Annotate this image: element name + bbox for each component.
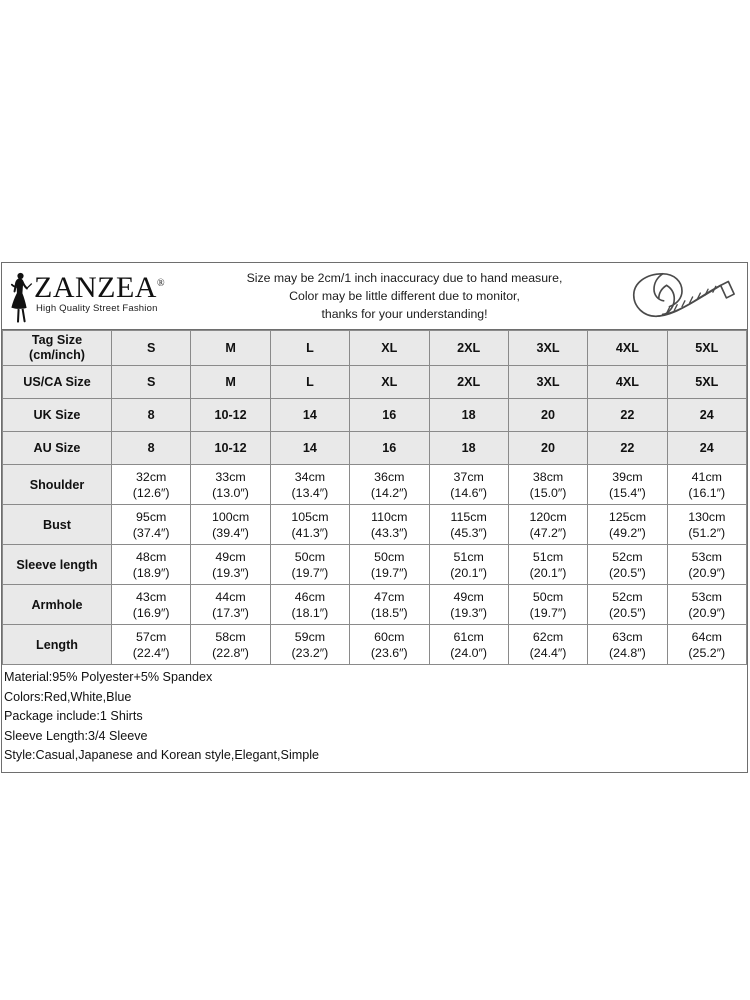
cell-uk-m: 10-12 [191,399,270,432]
value-cm: 49cm [453,589,484,604]
value-cm: 49cm [215,549,246,564]
value-inch: (16.1″) [688,485,726,500]
value-inch: (51.2″) [688,525,726,540]
detail-sleeve-length: Sleeve Length:3/4 Sleeve [4,728,148,743]
cell-armhole-2xl [429,585,508,625]
cell-tag-size-5xl: 5XL [667,331,746,366]
cell-tag-size-l: L [270,331,349,366]
row-label-us-ca-size: US/CA Size [3,366,112,399]
cell-uk-3xl: 20 [508,399,587,432]
value-cm: 32cm [136,469,167,484]
cell-sleeve-length-s [112,545,191,585]
value-cm: 47cm [374,589,405,604]
table-row-tag-size [3,331,747,366]
cell-armhole-3xl [508,585,587,625]
cell-shoulder-xl [350,465,429,505]
table-row-us-ca-size [3,366,747,399]
value-inch: (43.3″) [370,525,408,540]
row-label-uk-size: UK Size [3,399,112,432]
cell-length-3xl [508,625,587,665]
row-label-bust: Bust [3,505,112,545]
cell-tag-size-xl: XL [350,331,429,366]
cell-armhole-xl [350,585,429,625]
value-cm: 95cm [136,509,167,524]
value-inch: (24.8″) [609,645,646,660]
table-row-bust [3,505,747,545]
value-inch: (19.3″) [450,605,488,620]
brand-name: ZANZEA [34,271,157,304]
value-inch: (13.4″) [291,485,329,500]
cell-uk-s: 8 [112,399,191,432]
cell-armhole-s [112,585,191,625]
cell-us-ca-2xl: 2XL [429,366,508,399]
cell-au-m: 10-12 [191,432,270,465]
value-inch: (18.5″) [370,605,408,620]
row-label-line-1: Tag Size [31,333,83,347]
cell-armhole-5xl [667,585,746,625]
registered-trademark-icon: ® [156,278,166,289]
cell-au-2xl: 18 [429,432,508,465]
cell-length-m [191,625,270,665]
chart-header [2,263,747,330]
table-row-sleeve-length [3,545,747,585]
size-table [2,330,747,665]
value-inch: (18.1″) [291,605,329,620]
cell-length-4xl [588,625,667,665]
cell-us-ca-xl: XL [350,366,429,399]
value-inch: (23.2″) [291,645,329,660]
cell-shoulder-l [270,465,349,505]
cell-uk-xl: 16 [350,399,429,432]
product-details [2,665,747,772]
value-cm: 125cm [608,509,647,524]
value-cm: 100cm [211,509,250,524]
value-cm: 46cm [294,589,326,604]
cell-uk-5xl: 24 [667,399,746,432]
value-cm: 59cm [294,629,326,644]
cell-shoulder-4xl [588,465,667,505]
cell-us-ca-4xl: 4XL [588,366,667,399]
value-cm: 62cm [532,629,564,644]
value-inch: (20.5″) [609,565,646,580]
value-cm: 115cm [450,509,487,524]
cell-au-s: 8 [112,432,191,465]
cell-sleeve-length-4xl [588,545,667,585]
value-inch: (17.3″) [212,605,249,620]
value-inch: (24.4″) [529,645,567,660]
cell-tag-size-4xl: 4XL [588,331,667,366]
value-inch: (20.9″) [688,605,726,620]
value-inch: (19.3″) [212,565,249,580]
cell-shoulder-5xl [667,465,746,505]
value-inch: (13.0″) [212,485,249,500]
cell-uk-l: 14 [270,399,349,432]
notice-line-2: Color may be little different due to monitor, [289,289,520,303]
brand-wordmark [34,273,165,302]
value-cm: 52cm [612,549,643,564]
value-cm: 50cm [374,549,405,564]
cell-bust-4xl [588,505,667,545]
value-cm: 39cm [612,469,643,484]
cell-us-ca-l: L [270,366,349,399]
detail-style: Style:Casual,Japanese and Korean style,Elegant,Simple [4,748,320,762]
value-cm: 53cm [691,589,722,604]
cell-bust-xl [350,505,429,545]
table-row-uk-size [3,399,747,432]
cell-armhole-l [270,585,349,625]
row-label-sleeve-length: Sleeve length [3,545,112,585]
size-chart-block [1,262,748,773]
cell-au-xl: 16 [350,432,429,465]
value-inch: (16.9″) [132,605,170,620]
brand-logo [2,269,192,323]
value-inch: (20.1″) [529,565,567,580]
cell-length-xl [350,625,429,665]
cell-au-5xl: 24 [667,432,746,465]
cell-tag-size-s: S [112,331,191,366]
cell-bust-s [112,505,191,545]
value-inch: (41.3″) [291,525,329,540]
value-cm: 50cm [532,589,564,604]
value-inch: (45.3″) [450,525,488,540]
value-cm: 34cm [294,469,326,484]
table-row-au-size [3,432,747,465]
value-inch: (37.4″) [132,525,170,540]
row-label-line-2: (cm/inch) [29,348,85,362]
value-cm: 53cm [691,549,722,564]
notice-line-1: Size may be 2cm/1 inch inaccuracy due to hand measure, [246,271,563,285]
value-inch: (22.4″) [132,645,170,660]
cell-bust-5xl [667,505,746,545]
cell-tag-size-m: M [191,331,270,366]
value-cm: 64cm [691,629,722,644]
cell-uk-2xl: 18 [429,399,508,432]
row-label-au-size: AU Size [3,432,112,465]
table-row-shoulder [3,465,747,505]
value-cm: 51cm [453,549,484,564]
cell-shoulder-2xl [429,465,508,505]
cell-shoulder-3xl [508,465,587,505]
value-inch: (49.2″) [609,525,646,540]
cell-us-ca-3xl: 3XL [508,366,587,399]
cell-us-ca-5xl: 5XL [667,366,746,399]
row-label-tag-size [3,331,112,366]
row-label-armhole: Armhole [3,585,112,625]
value-cm: 36cm [374,469,405,484]
value-inch: (18.9″) [132,565,170,580]
value-inch: (20.1″) [450,565,488,580]
value-cm: 44cm [215,589,246,604]
value-cm: 58cm [215,629,246,644]
cell-sleeve-length-xl [350,545,429,585]
notice-line-3: thanks for your understanding! [321,307,488,321]
value-cm: 37cm [453,469,484,484]
cell-tag-size-2xl: 2XL [429,331,508,366]
value-inch: (19.7″) [370,565,408,580]
cell-bust-2xl [429,505,508,545]
woman-silhouette-icon [6,271,36,323]
cell-uk-4xl: 22 [588,399,667,432]
value-cm: 110cm [371,509,408,524]
row-label-shoulder: Shoulder [3,465,112,505]
value-cm: 33cm [215,469,246,484]
value-cm: 43cm [136,589,167,604]
value-inch: (15.0″) [529,485,567,500]
value-cm: 120cm [529,509,567,524]
value-inch: (47.2″) [529,525,567,540]
cell-bust-m [191,505,270,545]
value-cm: 61cm [453,629,484,644]
detail-colors: Colors:Red,White,Blue [4,689,132,704]
table-row-length [3,625,747,665]
value-inch: (20.5″) [609,605,646,620]
value-inch: (20.9″) [688,565,726,580]
measurement-notice [192,269,617,323]
value-cm: 38cm [532,469,564,484]
cell-sleeve-length-2xl [429,545,508,585]
cell-sleeve-length-m [191,545,270,585]
value-inch: (23.6″) [370,645,408,660]
value-cm: 60cm [374,629,405,644]
detail-package: Package include:1 Shirts [4,709,143,723]
cell-au-4xl: 22 [588,432,667,465]
measuring-tape-icon [617,268,747,324]
value-cm: 130cm [688,509,726,524]
value-inch: (12.6″) [132,485,170,500]
cell-shoulder-s [112,465,191,505]
brand-text [34,273,165,314]
value-inch: (25.2″) [688,645,726,660]
value-inch: (24.0″) [450,645,488,660]
cell-length-5xl [667,625,746,665]
cell-sleeve-length-5xl [667,545,746,585]
cell-bust-l [270,505,349,545]
cell-au-3xl: 20 [508,432,587,465]
value-cm: 105cm [291,509,329,524]
cell-au-l: 14 [270,432,349,465]
table-row-armhole [3,585,747,625]
value-cm: 50cm [294,549,326,564]
cell-sleeve-length-3xl [508,545,587,585]
value-cm: 41cm [691,469,722,484]
value-cm: 48cm [136,549,167,564]
detail-material: Material:95% Polyester+5% Spandex [4,670,213,684]
cell-tag-size-3xl: 3XL [508,331,587,366]
cell-us-ca-m: M [191,366,270,399]
value-inch: (22.8″) [212,645,249,660]
value-inch: (15.4″) [609,485,646,500]
value-inch: (39.4″) [212,525,249,540]
value-cm: 57cm [136,629,167,644]
cell-us-ca-s: S [112,366,191,399]
cell-length-s [112,625,191,665]
value-cm: 63cm [612,629,643,644]
cell-armhole-m [191,585,270,625]
value-inch: (19.7″) [291,565,329,580]
value-inch: (19.7″) [529,605,567,620]
cell-armhole-4xl [588,585,667,625]
cell-sleeve-length-l [270,545,349,585]
cell-length-l [270,625,349,665]
cell-length-2xl [429,625,508,665]
cell-shoulder-m [191,465,270,505]
value-inch: (14.6″) [450,485,488,500]
brand-tagline: High Quality Street Fashion [36,303,158,314]
value-cm: 51cm [532,549,564,564]
size-table-body [3,331,747,665]
row-label-length: Length [3,625,112,665]
cell-bust-3xl [508,505,587,545]
value-inch: (14.2″) [370,485,408,500]
value-cm: 52cm [612,589,643,604]
